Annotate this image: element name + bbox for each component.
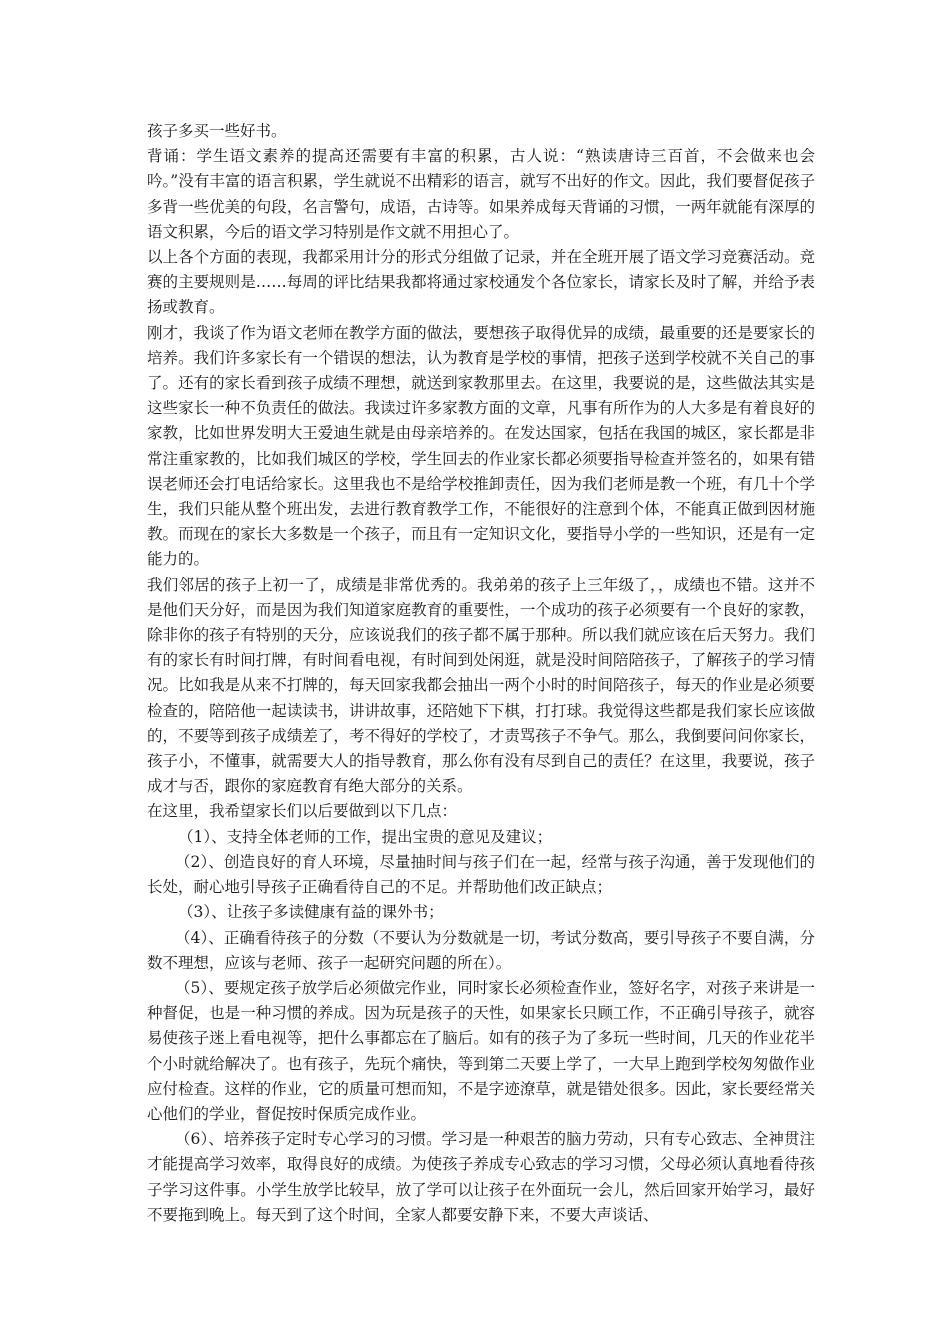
list-item-6: （6）、培养孩子定时专心学习的习惯。学习是一种艰苦的脑力劳动，只有专心致志、全神贯注才能提高学习效率，取得良好的成绩。为使孩子养成专心致志的学习习惯，父母必须认真地看待孩子学习这件事。小学生放学比较早，放了学可以让孩子在外面玩一会儿，然后回家开始学习，最好不要拖到晚上。每天到了这个时间，全家人都要安静下来，不要大声谈话、 <box>147 1130 815 1224</box>
paragraph-buy-books: 孩子多买一些好书。 <box>147 122 287 140</box>
paragraph-family-education: 刚才，我谈了作为语文老师在教学方面的做法，要想孩子取得优异的成绩，最重要的还是要家长的培养。我们许多家长有一个错误的想法，认为教育是学校的事情，把孩子送到学校就不关自己的事了。还有的家长看到孩子成绩不理想，就送到家教那里去。在这里，我要说的是，这些做法其实是这些家长一种不负责任的做法。我读过许多家教方面的文章，凡事有所作为的人大多是有着良好的家教，比如世界发明大王爱迪生就是由母亲培养的。在发达国家，包括在我国的城区，家长都是非常注重家教的，比如我们城区的学校，学生回去的作业家长都必须要指导检查并签名的，如果有错误老师还会打电话给家长。这里我也不是给学校推卸责任，因为我们老师是教一个班，有几十个学生，我们只能从整个班出发，去进行教育教学工作，不能很好的注意到个体，不能真正做到因材施教。而现在的家长大多数是一个孩子，而且有一定知识文化，要指导小学的一些知识，还是有一定能力的。 <box>147 323 815 569</box>
list-item-2: （2）、创造良好的育人环境，尽量抽时间与孩子们在一起，经常与孩子沟通，善于发现他们的长处，耐心地引导孩子正确看待自己的不足。并帮助他们改正缺点； <box>147 852 815 897</box>
list-item-4: （4）、正确看待孩子的分数（不要认为分数就是一切，考试分数高，要引导孩子不要自满，分数不理想，应该与老师、孩子一起研究问题的所在）。 <box>147 928 815 972</box>
list-item-3: （3）、让孩子多读健康有益的课外书； <box>178 903 444 922</box>
document-page <box>147 119 815 1228</box>
paragraph-hopes-intro: 在这里，我希望家长们以后要做到以下几点： <box>147 802 458 821</box>
list-item-1: （1）、支持全体老师的工作，提出宝贵的意见及建议； <box>178 827 553 846</box>
paragraph-competition: 以上各个方面的表现，我都采用计分的形式分组做了记录，并在全班开展了语文学习竞赛活动。竞赛的主要规则是……每周的评比结果我都将通过家校通发个各位家长，请家长及时了解，并给予表扬或教育。 <box>147 248 815 317</box>
paragraph-neighbor-example: 我们邻居的孩子上初一了，成绩是非常优秀的。我弟弟的孩子上三年级了，，成绩也不错。这并不是他们天分好，而是因为我们知道家庭教育的重要性，一个成功的孩子必须要有一个良好的家教，除非你的孩子有特别的天分，应该说我们的孩子都不属于那种。所以我们就应该在后天努力。我们有的家长有时间打牌，有时间看电视，有时间到处闲逛，就是没时间陪陪孩子，了解孩子的学习情况。比如我是从来不打牌的，每天回家我都会抽出一两个小时的时间陪孩子，每天的作业是必须要检查的，陪陪他一起读读书，讲讲故事，还陪她下下棋，打打球。我觉得这些都是我们家长应该做的，不要等到孩子成绩差了，考不得好的学校了，才责骂孩子不争气。那么，我倒要问问你家长，孩子小，不懂事，就需要大人的指导教育，那么你有没有尽到自己的责任？在这里，我要说，孩子成才与否，跟你的家庭教育有绝大部分的关系。 <box>147 575 815 796</box>
paragraph-recitation: 背诵：学生语文素养的提高还需要有丰富的积累，古人说：“熟读唐诗三百首，不会做来也会吟。”没有丰富的语言积累，学生就说不出精彩的语言，就写不出好的作文。因此，我们要督促孩子多背一些优美的句段，名言警句，成语，古诗等。如果养成每天背诵的习惯，一两年就能有深厚的语文积累，今后的语文学习特别是作文就不用担心了。 <box>147 147 815 241</box>
list-item-5: （5）、要规定孩子放学后必须做完作业，同时家长必须检查作业，签好名字，对孩子来讲是一种督促，也是一种习惯的养成。因为玩是孩子的天性，如果家长只顾工作，不正确引导孩子，就容易使孩子迷上看电视等，把什么事都忘在了脑后。如有的孩子为了多玩一些时间，几天的作业花半个小时就给解决了。也有孩子，先玩个痛快，等到第二天要上学了，一大早上跑到学校匆匆做作业应付检查。这样的作业，它的质量可想而知，不是字迹潦草，就是错处很多。因此，家长要经常关心他们的学业，督促按时保质完成作业。 <box>147 978 815 1123</box>
